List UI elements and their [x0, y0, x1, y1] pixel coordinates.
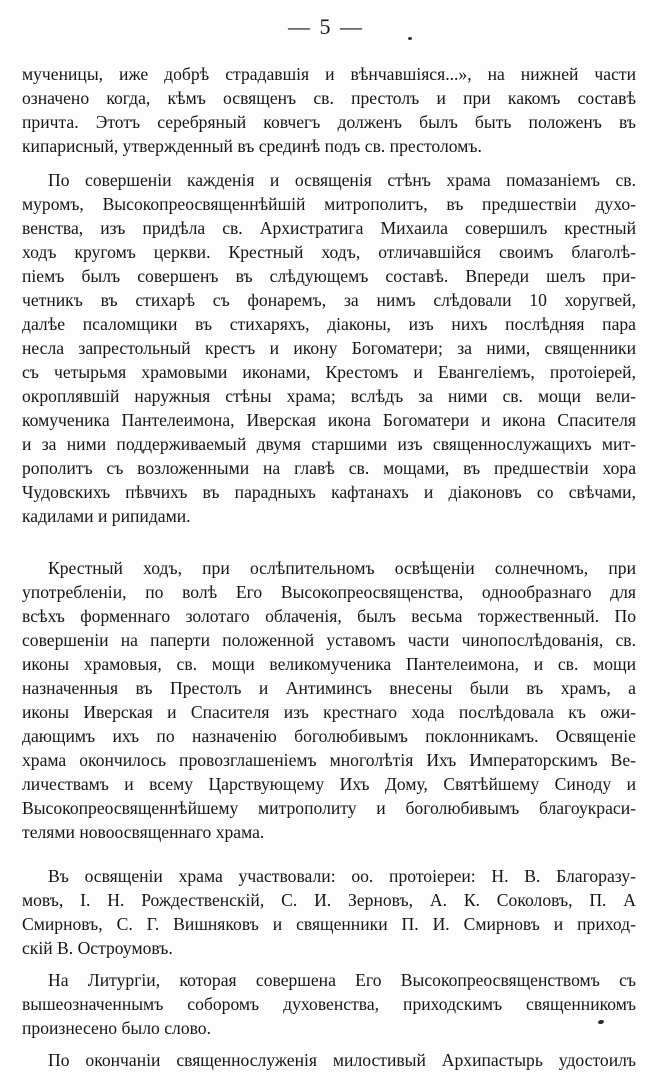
text-line: венства, изъ придѣла св. Архистратига Михаила совершилъ крестный [22, 218, 636, 238]
text-line: совершеніи на паперти положенной уставомъ части чинопослѣдованія, св. [22, 630, 636, 650]
text-line: Чудовскихъ пѣвчихъ въ парадныхъ кафтанахъ и діаконовъ со свѣчами, [22, 482, 636, 502]
text-line: далѣе псаломщики въ стихаряхъ, діаконы, изъ нихъ послѣдняя пара [22, 314, 636, 334]
text-line: мученицы, иже добрѣ страдавшія и вѣнчавшіяся...», на нижней части [22, 64, 636, 84]
text-line: всѣхъ форменнаго золотаго облаченія, былъ весьма торжественный. По [22, 606, 636, 626]
text-line: причта. Этотъ серебряный ковчегъ долженъ былъ быть положенъ въ [22, 112, 636, 132]
text-line: четникъ въ стихарѣ съ фонаремъ, за нимъ слѣдовали 10 хоругвей, [22, 290, 636, 310]
text-line: На Литургіи, которая совершена Его Высокопреосвященствомъ съ [48, 970, 636, 990]
text-line: дающимъ ихъ по назначенію боголюбивымъ поклонникамъ. Освященіе [22, 726, 636, 746]
text-line: произнесено было слово. [22, 1018, 211, 1038]
text-line: кипарисный, утвержденный въ срединѣ подъ св. престоломъ. [22, 136, 482, 156]
text-line: употребленіи, по волѣ Его Высокопреосвященства, однообразнаго для [22, 582, 636, 602]
paragraph-2 [22, 168, 636, 528]
text-line: означено когда, кѣмъ освященъ св. престолъ и при какомъ составѣ [22, 88, 636, 108]
text-line: иконы храмовыя, св. мощи великомученика Пантелеимона, и св. мощи [22, 654, 636, 674]
text-line: Крестный ходъ, при ослѣпительномъ освѣщеніи солнечномъ, при [48, 558, 636, 578]
paragraph-5 [22, 968, 636, 1040]
text-line: піемъ былъ совершенъ въ слѣдующемъ составѣ. Впереди шелъ при- [22, 266, 636, 286]
text-line: Въ освященіи храма участвовали: оо. протоіереи: Н. В. Благоразу- [48, 866, 636, 886]
text-line: кадилами и рипидами. [22, 506, 191, 526]
text-line: Смирновъ, С. Г. Вишняковъ и священники П. И. Смирновъ и приход- [22, 914, 636, 934]
text-line: иконы Иверская и Спасителя изъ крестнаго хода послѣдовала къ ожи- [22, 702, 636, 722]
text-line: храма окончилось провозглашеніемъ многолѣтія Ихъ Императорскимъ Ве- [22, 750, 636, 770]
text-line: телями новоосвященнаго храма. [22, 822, 265, 842]
text-line: рополитъ съ возложенными на главѣ св. мощами, въ предшествіи хора [22, 458, 636, 478]
ink-speck [408, 37, 412, 40]
text-line: вышеозначеннымъ соборомъ духовенства, приходскимъ священникомъ [22, 994, 636, 1014]
text-line: мовъ, І. Н. Рождественскій, С. И. Зерновъ, А. К. Соколовъ, П. А [22, 890, 636, 910]
paragraph-4 [22, 864, 636, 960]
text-line: и за ними поддерживаемый двумя старшими изъ священнослужащихъ мит- [22, 434, 636, 454]
text-line: муромъ, Высокопреосвященнѣйшій митрополитъ, въ предшествіи духо- [22, 194, 636, 214]
text-line: Высокопреосвященнѣйшему митрополиту и боголюбивымъ благоукраси- [22, 798, 636, 818]
text-line: съ четырьмя храмовыми иконами, Крестомъ и Евангеліемъ, протоіерей, [22, 362, 636, 382]
text-line: ходъ кругомъ церкви. Крестный ходъ, отличавшійся своимъ благолѣ- [22, 242, 636, 262]
page-number: — 5 — [288, 14, 364, 39]
text-line: назначенныя въ Престолъ и Антиминсъ внесены были въ храмъ, а [22, 678, 636, 698]
text-line: несла запрестольный крестъ и икону Богоматери; за ними, священники [22, 338, 636, 358]
paragraph-1 [22, 62, 636, 158]
text-line: скій В. Остроумовъ. [22, 938, 173, 958]
paragraph-3 [22, 556, 636, 844]
text-line: По окончаніи священнослуженія милостивый Архипастырь удостоилъ [48, 1050, 636, 1070]
paragraph-6 [22, 1048, 636, 1072]
text-line: комученика Пантелеимона, Иверская икона Богоматери и икона Спасителя [22, 410, 636, 430]
text-line: По совершеніи кажденія и освященія стѣнъ храма помазаніемъ св. [48, 170, 636, 190]
text-line: окроплявшій наружныя стѣны храма; вслѣдъ за ними св. мощи вели- [22, 386, 636, 406]
text-line: личествамъ и всему Царствующему Ихъ Дому, Святѣйшему Синоду и [22, 774, 636, 794]
